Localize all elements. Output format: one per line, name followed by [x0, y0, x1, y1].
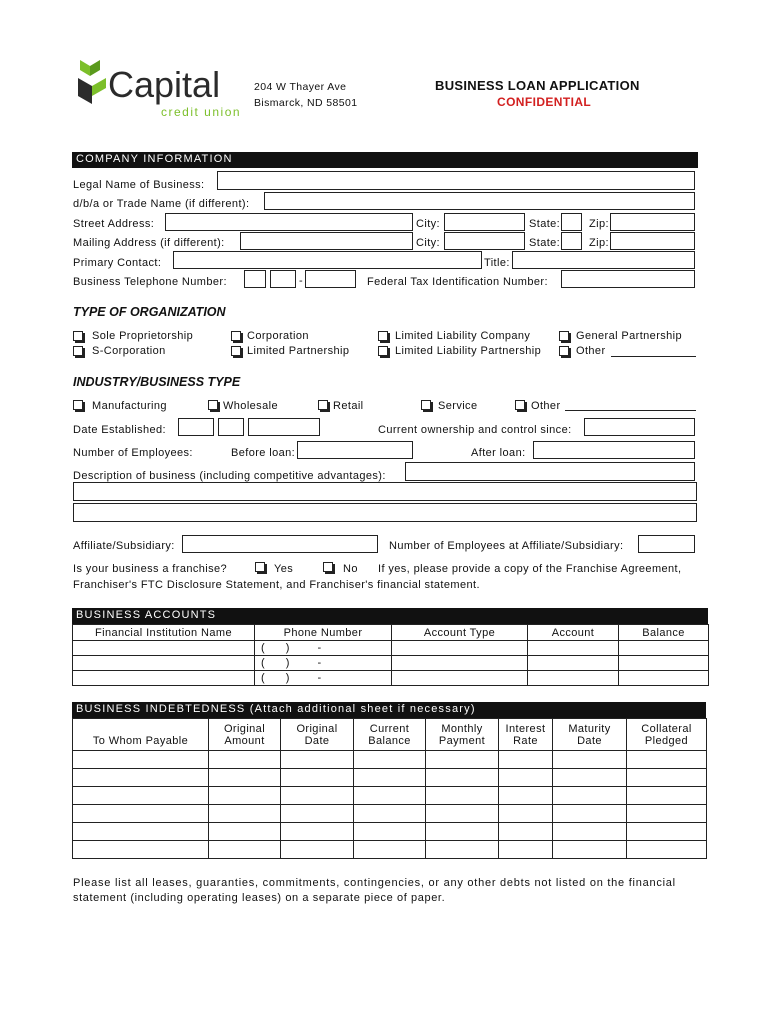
dba-field[interactable]: [264, 192, 695, 210]
type-of-organization-heading: TYPE OF ORGANIZATION: [73, 305, 226, 319]
tax-id-label: Federal Tax Identification Number:: [367, 276, 548, 288]
primary-contact-field[interactable]: [173, 251, 482, 269]
table-row: [73, 805, 707, 823]
table-cell[interactable]: [553, 805, 627, 823]
logo-wordmark: Capital: [108, 64, 221, 105]
checkbox-industry-other[interactable]: [515, 400, 525, 410]
table-row: [73, 641, 709, 656]
mailing-city-label: City:: [416, 237, 440, 249]
table-cell[interactable]: [281, 751, 354, 769]
table-row: [73, 769, 707, 787]
option-service: Service: [438, 400, 478, 412]
table-cell[interactable]: [354, 823, 426, 841]
option-org-other: Other: [576, 345, 606, 357]
option-llc: Limited Liability Company: [395, 330, 531, 342]
option-sole-proprietorship: Sole Proprietorship: [92, 330, 194, 342]
mailing-zip-field[interactable]: [610, 232, 695, 250]
table-cell[interactable]: [627, 769, 707, 787]
account-type-cell[interactable]: [392, 641, 528, 656]
section-bar-business-indebtedness: [72, 702, 706, 718]
institution-cell[interactable]: [73, 671, 255, 686]
table-cell[interactable]: [281, 805, 354, 823]
table-cell[interactable]: [499, 769, 553, 787]
checkbox-llp[interactable]: [378, 346, 388, 356]
after-loan-field[interactable]: [533, 441, 695, 459]
checkbox-limited-partnership[interactable]: [231, 346, 241, 356]
ownership-since-field[interactable]: [584, 418, 695, 436]
table-cell[interactable]: [354, 787, 426, 805]
account-type-cell[interactable]: [392, 671, 528, 686]
account-cell[interactable]: [528, 641, 619, 656]
mailing-state-field[interactable]: [561, 232, 582, 250]
phone-cell[interactable]: ( ) -: [255, 671, 392, 686]
checkbox-org-other[interactable]: [559, 346, 569, 356]
balance-cell[interactable]: [619, 671, 709, 686]
table-cell[interactable]: [627, 787, 707, 805]
business-indebtedness-table: [72, 718, 707, 859]
before-loan-label: Before loan:: [231, 447, 296, 459]
contact-title-label: Title:: [484, 257, 510, 269]
affiliate-employees-label: Number of Employees at Affiliate/Subsidiary:: [389, 540, 624, 552]
option-manufacturing: Manufacturing: [92, 400, 167, 412]
option-wholesale: Wholesale: [223, 400, 278, 412]
option-retail: Retail: [333, 400, 364, 412]
address-line-2: Bismarck, ND 58501: [254, 97, 358, 109]
section-bar-business-accounts: [72, 608, 708, 624]
franchise-note-2: Franchiser's FTC Disclosure Statement, and Franchiser's financial statement.: [73, 579, 480, 591]
option-limited-partnership: Limited Partnership: [247, 345, 350, 357]
option-corporation: Corporation: [247, 330, 309, 342]
checkbox-llc[interactable]: [378, 331, 388, 341]
mailing-city-field[interactable]: [444, 232, 525, 250]
column-header: Maturity Date: [553, 719, 627, 751]
date-established-day-field[interactable]: [218, 418, 244, 436]
street-address-field[interactable]: [165, 213, 413, 231]
table-row: [73, 787, 707, 805]
table-row: [73, 751, 707, 769]
institution-cell[interactable]: [73, 656, 255, 671]
table-cell[interactable]: [553, 823, 627, 841]
table-cell[interactable]: [73, 787, 209, 805]
table-cell[interactable]: [499, 787, 553, 805]
street-state-field[interactable]: [561, 213, 582, 231]
table-cell[interactable]: [426, 769, 499, 787]
table-cell[interactable]: [499, 805, 553, 823]
table-cell[interactable]: [209, 769, 281, 787]
checkbox-general-partnership[interactable]: [559, 331, 569, 341]
column-header: Current Balance: [354, 719, 426, 751]
checkbox-wholesale[interactable]: [208, 400, 218, 410]
affiliate-field[interactable]: [182, 535, 378, 553]
industry-business-type-heading: INDUSTRY/BUSINESS TYPE: [73, 375, 241, 389]
industry-other-line[interactable]: [565, 410, 696, 411]
table-cell[interactable]: [354, 769, 426, 787]
section-title: BUSINESS INDEBTEDNESS (Attach additional sheet if necessary): [76, 703, 476, 715]
address-line-1: 204 W Thayer Ave: [254, 81, 347, 93]
table-cell[interactable]: [73, 751, 209, 769]
phone-area-code-field[interactable]: [244, 270, 266, 288]
description-field-line-3[interactable]: [73, 503, 697, 522]
column-header: To Whom Payable: [73, 719, 209, 751]
ownership-since-label: Current ownership and control since:: [378, 424, 572, 436]
franchise-note-1: If yes, please provide a copy of the Franchise Agreement,: [378, 563, 682, 575]
table-cell[interactable]: [627, 823, 707, 841]
table-cell[interactable]: [73, 841, 209, 859]
phone-prefix-field[interactable]: [270, 270, 296, 288]
column-header: Interest Rate: [499, 719, 553, 751]
phone-dash: -: [299, 275, 304, 287]
table-cell[interactable]: [499, 751, 553, 769]
table-cell[interactable]: [209, 787, 281, 805]
after-loan-label: After loan:: [471, 447, 526, 459]
table-cell[interactable]: [499, 823, 553, 841]
street-zip-label: Zip:: [589, 218, 609, 230]
franchise-question: Is your business a franchise?: [73, 563, 228, 575]
table-row: [73, 671, 709, 686]
checkbox-s-corporation[interactable]: [73, 346, 83, 356]
table-cell[interactable]: [281, 769, 354, 787]
table-cell[interactable]: [73, 769, 209, 787]
table-cell[interactable]: [426, 787, 499, 805]
checkbox-sole-proprietorship[interactable]: [73, 331, 83, 341]
section-title: BUSINESS ACCOUNTS: [76, 609, 217, 621]
business-accounts-table: [72, 624, 709, 686]
street-zip-field[interactable]: [610, 213, 695, 231]
table-cell[interactable]: [354, 751, 426, 769]
franchise-yes-label: Yes: [274, 563, 294, 575]
franchise-no-label: No: [343, 563, 358, 575]
dba-label: d/b/a or Trade Name (if different):: [73, 198, 250, 210]
primary-contact-label: Primary Contact:: [73, 257, 162, 269]
account-cell[interactable]: [528, 656, 619, 671]
tax-id-field[interactable]: [561, 270, 695, 288]
column-header: Original Date: [281, 719, 354, 751]
table-header-row: [73, 625, 709, 641]
street-city-field[interactable]: [444, 213, 525, 231]
table-cell[interactable]: [426, 841, 499, 859]
table-cell[interactable]: [354, 841, 426, 859]
checkbox-franchise-no[interactable]: [323, 562, 333, 572]
option-industry-other: Other: [531, 400, 561, 412]
logo-mark-icon: [76, 58, 110, 106]
section-bar-company-information: [72, 152, 698, 168]
table-cell[interactable]: [73, 805, 209, 823]
balance-cell[interactable]: [619, 641, 709, 656]
column-header: Phone Number: [255, 625, 392, 641]
table-cell[interactable]: [281, 841, 354, 859]
street-state-label: State:: [529, 218, 561, 230]
table-cell[interactable]: [209, 841, 281, 859]
column-header: Monthly Payment: [426, 719, 499, 751]
table-cell[interactable]: [627, 841, 707, 859]
description-label: Description of business (including competitive advantages):: [73, 470, 386, 482]
table-cell[interactable]: [553, 751, 627, 769]
section-title: COMPANY INFORMATION: [76, 153, 233, 165]
table-cell[interactable]: [627, 805, 707, 823]
table-cell[interactable]: [354, 805, 426, 823]
table-cell[interactable]: [627, 751, 707, 769]
logo-subtitle: credit union: [161, 105, 242, 119]
checkbox-corporation[interactable]: [231, 331, 241, 341]
table-header-row: [73, 719, 707, 751]
table-cell[interactable]: [553, 787, 627, 805]
footer-note-line-1: Please list all leases, guaranties, commitments, contingencies, or any other debts not listed on the financial: [73, 877, 676, 889]
date-established-month-field[interactable]: [178, 418, 214, 436]
table-cell[interactable]: [553, 841, 627, 859]
table-cell[interactable]: [209, 805, 281, 823]
phone-line-field[interactable]: [305, 270, 356, 288]
table-cell[interactable]: [426, 751, 499, 769]
balance-cell[interactable]: [619, 656, 709, 671]
mailing-address-field[interactable]: [240, 232, 413, 250]
form-title: BUSINESS LOAN APPLICATION: [435, 78, 640, 93]
business-phone-label: Business Telephone Number:: [73, 276, 227, 288]
before-loan-field[interactable]: [297, 441, 413, 459]
column-header: Balance: [619, 625, 709, 641]
affiliate-label: Affiliate/Subsidiary:: [73, 540, 175, 552]
mailing-address-label: Mailing Address (if different):: [73, 237, 225, 249]
table-cell[interactable]: [209, 823, 281, 841]
table-row: [73, 841, 707, 859]
checkbox-franchise-yes[interactable]: [255, 562, 265, 572]
employees-label: Number of Employees:: [73, 447, 193, 459]
date-established-label: Date Established:: [73, 424, 167, 436]
legal-name-field[interactable]: [217, 171, 695, 190]
org-other-line[interactable]: [611, 356, 696, 357]
checkbox-manufacturing[interactable]: [73, 400, 83, 410]
affiliate-employees-field[interactable]: [638, 535, 695, 553]
table-cell[interactable]: [209, 751, 281, 769]
description-field-line-2[interactable]: [73, 482, 697, 501]
phone-cell[interactable]: ( ) -: [255, 641, 392, 656]
column-header: Financial Institution Name: [73, 625, 255, 641]
table-cell[interactable]: [426, 805, 499, 823]
logo: [76, 58, 246, 122]
table-cell[interactable]: [426, 823, 499, 841]
account-type-cell[interactable]: [392, 656, 528, 671]
mailing-zip-label: Zip:: [589, 237, 609, 249]
confidential-label: CONFIDENTIAL: [497, 95, 592, 109]
legal-name-label: Legal Name of Business:: [73, 179, 205, 191]
option-llp: Limited Liability Partnership: [395, 345, 542, 357]
option-s-corporation: S-Corporation: [92, 345, 166, 357]
contact-title-field[interactable]: [512, 251, 695, 269]
option-general-partnership: General Partnership: [576, 330, 683, 342]
column-header: Original Amount: [209, 719, 281, 751]
street-city-label: City:: [416, 218, 440, 230]
column-header: Account: [528, 625, 619, 641]
table-cell[interactable]: [281, 787, 354, 805]
table-row: [73, 656, 709, 671]
table-row: [73, 823, 707, 841]
institution-cell[interactable]: [73, 641, 255, 656]
phone-cell[interactable]: ( ) -: [255, 656, 392, 671]
checkbox-retail[interactable]: [318, 400, 328, 410]
column-header: Collateral Pledged: [627, 719, 707, 751]
checkbox-service[interactable]: [421, 400, 431, 410]
description-field-line-1[interactable]: [405, 462, 695, 481]
table-cell[interactable]: [281, 823, 354, 841]
date-established-year-field[interactable]: [248, 418, 320, 436]
table-cell[interactable]: [499, 841, 553, 859]
table-cell[interactable]: [553, 769, 627, 787]
mailing-state-label: State:: [529, 237, 561, 249]
table-cell[interactable]: [73, 823, 209, 841]
column-header: Account Type: [392, 625, 528, 641]
account-cell[interactable]: [528, 671, 619, 686]
street-address-label: Street Address:: [73, 218, 155, 230]
footer-note-line-2: statement (including operating leases) on a separate piece of paper.: [73, 892, 446, 904]
